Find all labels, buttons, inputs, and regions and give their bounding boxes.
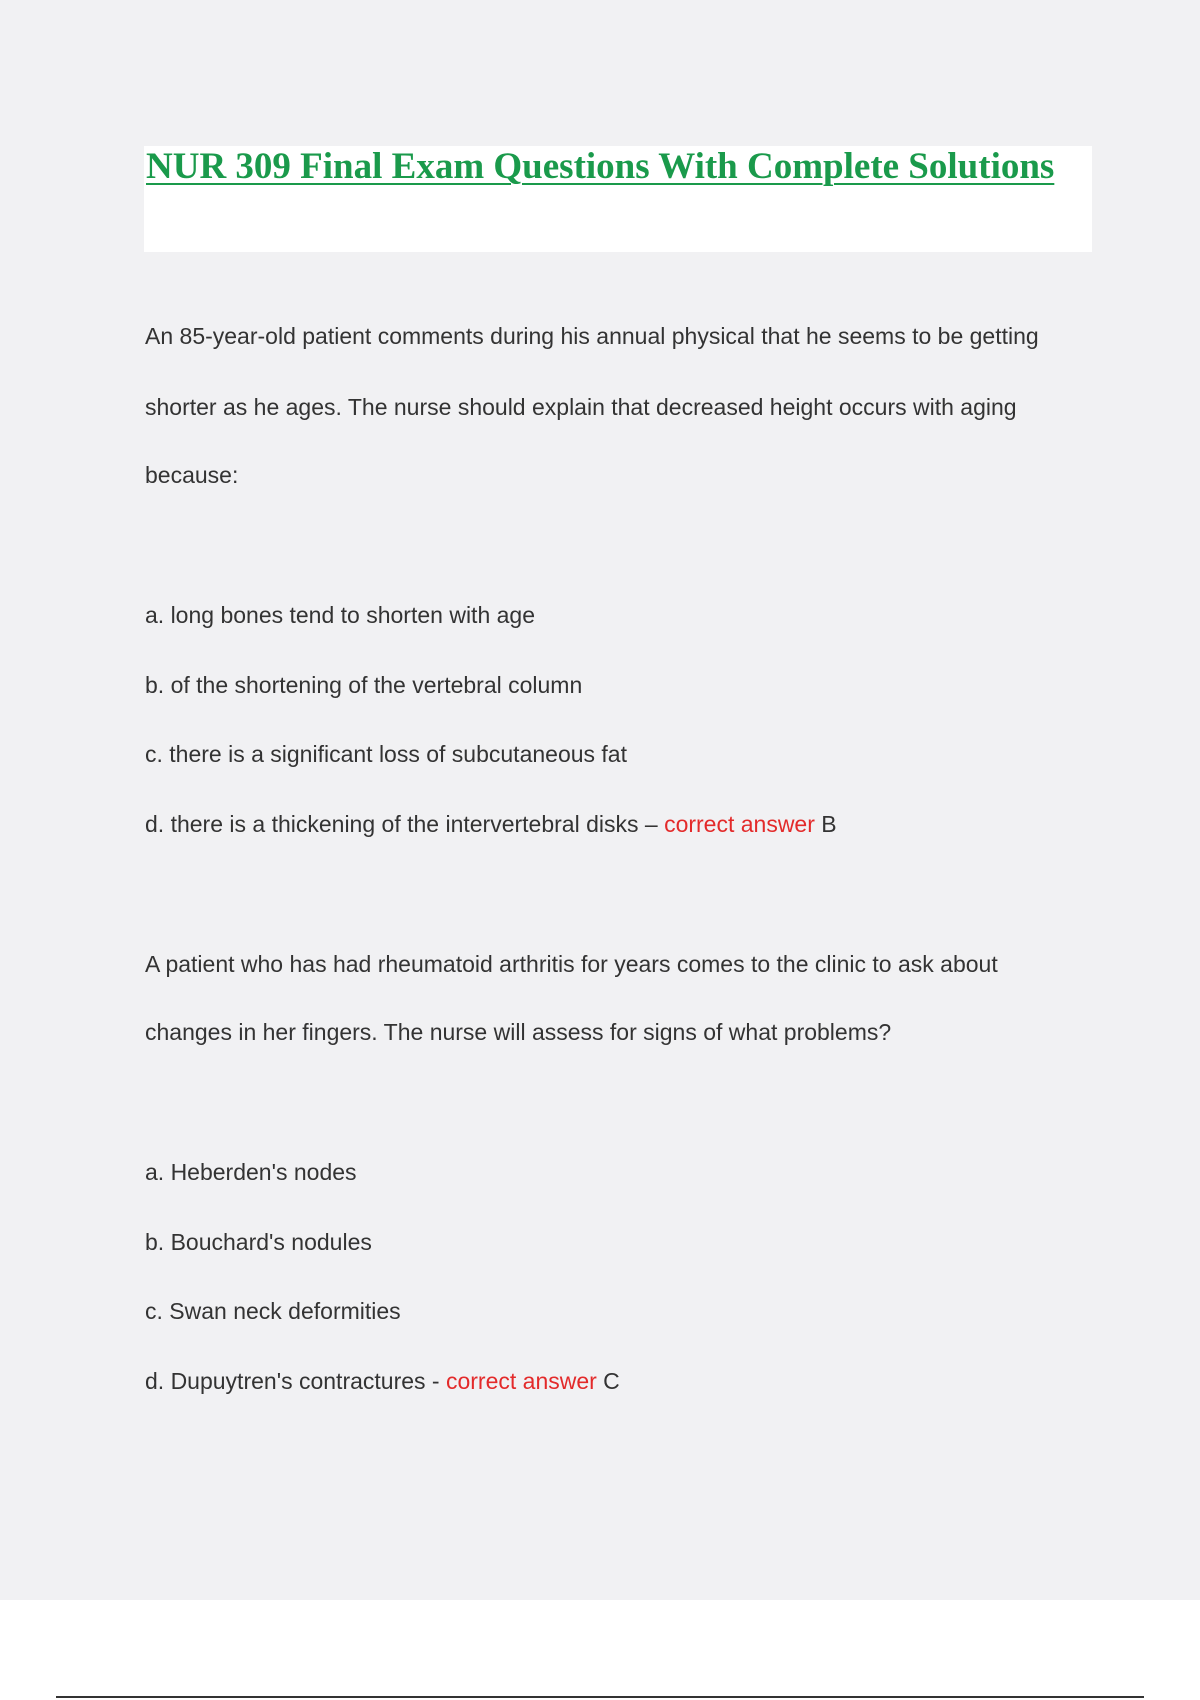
question-1-option-d <box>145 809 837 839</box>
question-2-option-a: a. Heberden's nodes <box>145 1159 357 1185</box>
question-2-answer-value: C <box>596 1368 620 1394</box>
question-1-option-b: b. of the shortening of the vertebral column <box>145 672 583 698</box>
question-1-correct-answer-label: correct answer <box>664 811 815 837</box>
question-2-option-d <box>145 1366 620 1396</box>
page-footer <box>0 1600 1200 1700</box>
question-2-option-d-text: d. Dupuytren's contractures - <box>145 1368 446 1394</box>
question-2-option-c: c. Swan neck deformities <box>145 1298 401 1324</box>
question-1-option-d-text: d. there is a thickening of the intervertebral disks – <box>145 811 665 837</box>
document-title: NUR 309 Final Exam Questions With Complete Solutions <box>146 146 1055 187</box>
question-1-stem-line-2: shorter as he ages. The nurse should explain that decreased height occurs with aging <box>145 394 1017 420</box>
question-1-stem-line-1: An 85-year-old patient comments during his annual physical that he seems to be getting <box>145 323 1039 349</box>
question-2-stem-line-2: changes in her fingers. The nurse will assess for signs of what problems? <box>145 1019 892 1045</box>
question-1-answer-value: B <box>814 811 837 837</box>
question-2-option-b: b. Bouchard's nodules <box>145 1229 372 1255</box>
footer-divider <box>56 1696 1144 1698</box>
question-1-option-a: a. long bones tend to shorten with age <box>145 602 536 628</box>
question-2-correct-answer-label: correct answer <box>445 1368 597 1394</box>
question-1-option-c: c. there is a significant loss of subcutaneous fat <box>145 741 627 767</box>
question-1-stem-line-3: because: <box>145 462 239 488</box>
question-2-stem-line-1: A patient who has had rheumatoid arthritis for years comes to the clinic to ask about <box>145 951 998 977</box>
